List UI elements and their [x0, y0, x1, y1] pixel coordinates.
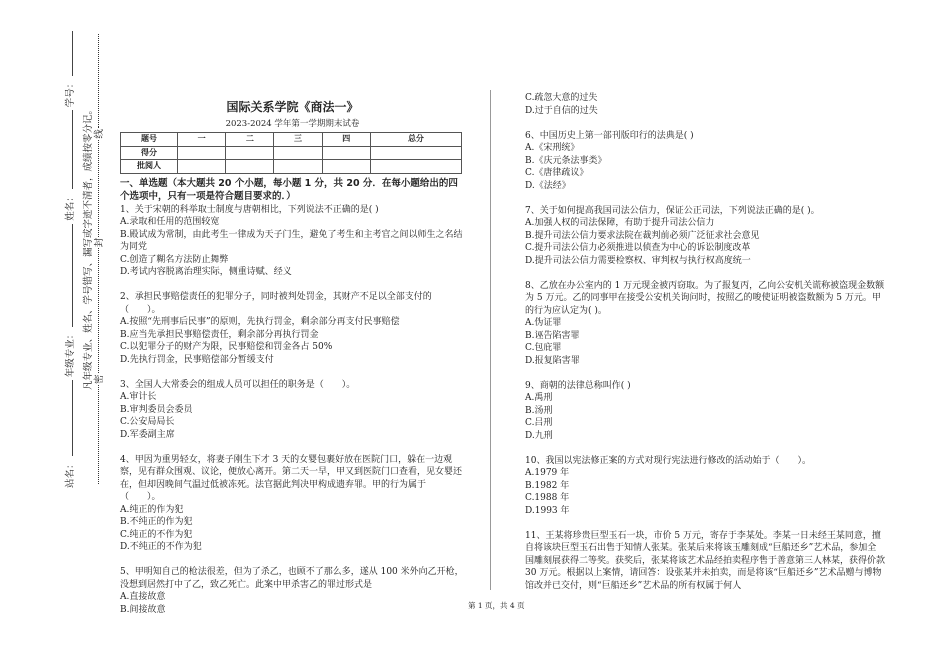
student-id-label: 学号： [65, 78, 76, 108]
score-cell[interactable] [322, 146, 370, 160]
seal-char-feng: 封 [94, 237, 105, 248]
grade-major-label: 年级专业： [65, 329, 76, 378]
seal-line [92, 34, 104, 484]
seal-char-xian: 线 [94, 129, 105, 139]
answer-option[interactable]: C.提升司法公信力必须推进以侦查为中心的诉讼制度改革 [525, 243, 751, 253]
answer-option[interactable]: A.加强人权的司法保障，有助于提升司法公信力 [525, 218, 715, 228]
answer-option[interactable]: B.汤刑 [525, 405, 553, 416]
grader-cell[interactable] [178, 160, 226, 174]
section-heading: 一、单选题（本大题共 20 个小题，每小题 1 分，共 20 分．在每小题给出的四个选项中，只有一项是符合题目要求的．） [120, 177, 458, 202]
answer-option[interactable]: D.先执行罚金，民事赔偿部分暂缓支付 [120, 354, 274, 365]
grade-major-field[interactable] [72, 224, 73, 327]
question [525, 205, 885, 268]
question-list [120, 204, 465, 617]
row-label: 批阅人 [121, 160, 178, 174]
score-cell[interactable] [226, 146, 274, 160]
left-column [120, 98, 465, 629]
answer-option[interactable]: D.过于自信的过失 [525, 105, 598, 116]
question-stem: 1、关于宋朝的科举取士制度与唐朝相比，下列说法不正确的是( ) [120, 204, 379, 215]
header-cell: 四 [322, 133, 370, 147]
row-label: 得分 [121, 146, 178, 160]
header-cell: 总分 [370, 133, 461, 147]
answer-option[interactable]: A.1979 年 [525, 468, 570, 478]
station-label: 站名： [65, 459, 76, 488]
answer-option[interactable]: B.应当先承担民事赔偿责任，剩余部分再执行罚金 [120, 329, 319, 340]
score-cell[interactable] [370, 146, 461, 160]
question [120, 566, 465, 616]
question-stem: 2、承担民事赔偿责任的犯罪分子，同时被判处罚金，其财产不足以全部支付的（ ）。 [120, 292, 432, 315]
answer-option[interactable]: D.提升司法公信力需要检察权、审判权与执行权高度统一 [525, 255, 751, 266]
answer-option[interactable]: D.九刑 [525, 430, 553, 441]
answer-option[interactable]: C.《唐律疏议》 [525, 168, 589, 178]
answer-option[interactable]: C.创造了糊名方法防止舞弊 [120, 254, 229, 265]
question [525, 530, 885, 593]
score-table [120, 132, 462, 174]
question [525, 280, 885, 368]
seal-char-mi: 密 [94, 374, 105, 384]
answer-option[interactable]: D.军委副主席 [120, 429, 175, 440]
question-list [525, 130, 885, 593]
header-cell: 题号 [121, 133, 178, 147]
binding-fields [62, 28, 76, 488]
answer-option[interactable]: B.提升司法公信力要求法院在裁判前必须广泛征求社会意见 [525, 230, 760, 241]
seal-dots [98, 140, 99, 237]
answer-option[interactable]: C.1988 年 [525, 493, 570, 503]
answer-option[interactable]: B.1982 年 [525, 480, 570, 491]
page-number: 第 1 页，共 4 页 [468, 601, 525, 610]
seal-dots [98, 385, 99, 484]
exam-subtitle: 2023-2024 学年第一学期期末试卷 [225, 119, 360, 129]
answer-option[interactable]: D.考试内容脱离治理实际，侧重诗赋、经义 [120, 267, 292, 277]
answer-option[interactable]: D.1993 年 [525, 505, 570, 516]
question [120, 291, 465, 366]
answer-option[interactable]: A.伪证罪 [525, 318, 562, 328]
answer-option[interactable]: A.按照“先刑事后民事”的原则，先执行罚金，剩余部分再支付民事赔偿 [120, 317, 400, 327]
grader-row [121, 160, 462, 174]
answer-option[interactable]: B.殿试成为常制，由此考生一律成为天子门生，避免了考生和主考官之间以师生之名结为同党 [120, 229, 463, 252]
score-cell[interactable] [274, 146, 322, 160]
answer-option[interactable]: A.《宋刑统》 [525, 143, 580, 153]
answer-option[interactable]: B.审判委员会委员 [120, 404, 193, 415]
question-stem: 3、全国人大常委会的组成人员可以担任的职务是（ ）。 [120, 379, 356, 390]
exam-title: 国际关系学院《商法一》 [226, 100, 359, 114]
header-cell: 一 [178, 133, 226, 147]
answer-option[interactable]: B.《庆元条法事类》 [525, 155, 607, 166]
header-cell: 二 [226, 133, 274, 147]
answer-option[interactable]: A.录取和任用的范围较宽 [120, 217, 220, 227]
question [525, 455, 885, 518]
seal-dots [98, 34, 99, 128]
answer-option[interactable]: C.以犯罪分子的财产为限，民事赔偿和罚金各占 50% [120, 342, 333, 352]
answer-option[interactable]: B.诬告陷害罪 [525, 330, 580, 341]
question [525, 380, 885, 443]
answer-option[interactable]: B.间接故意 [120, 604, 166, 615]
question [120, 204, 465, 279]
question-stem: 4、甲因为重男轻女，将妻子刚生下才 3 天的女婴包裹好放在医院门口，躲在一边观察，见有群众围观、议论，便放心离开。第二天一早，甲又到医院门口查看，见女婴还在，但却因晚间气温过低被冻死。法官据此判决甲构成遗弃罪。甲的行为属于（ ）。 [120, 454, 463, 502]
column-divider [490, 90, 491, 590]
question-stem: 7、关于如何提高我国司法公信力，保证公正司法，下列说法正确的是( )。 [525, 205, 820, 216]
answer-option[interactable]: A.禹刑 [525, 393, 553, 403]
answer-option[interactable]: A.直接故意 [120, 592, 166, 602]
grader-cell[interactable] [226, 160, 274, 174]
answer-option[interactable]: C.疏忽大意的过失 [525, 93, 598, 103]
question-stem: 11、王某将珍贵巨型玉石一块，市价 5 万元，寄存于李某处。李某一日未经王某同意，擅自将该块巨型玉石出售于知情人张某。张某后来将该玉雕刻成“巨船还乡”艺术品，参加全国雕刻展获得二等奖。获奖后，张某将该艺术品经拍卖程序售于善意第三人林某，获得价款 30 万元。根据以上案情，请回答：设张某并未拍卖，而是将该“巨船还乡”艺术品赠与博物馆改并已交付，则“巨船还乡”艺术品的所有权属于何人 [525, 530, 886, 591]
question-stem: 10、我国以宪法修正案的方式对现行宪法进行修改的活动始于（ ）。 [525, 455, 811, 466]
score-row [121, 146, 462, 160]
name-field[interactable] [72, 110, 73, 189]
score-table-header [121, 133, 462, 147]
right-column [525, 92, 885, 605]
answer-option[interactable]: C.公安局局长 [120, 417, 175, 427]
answer-option[interactable]: A.纯正的作为犯 [120, 504, 184, 515]
question [120, 379, 465, 442]
answer-option[interactable]: B.不纯正的作为犯 [120, 517, 193, 527]
binding-notice: 凡年级专业、姓名、学号错写、漏写或字迹不清者，成绩按零分记。 [83, 104, 94, 390]
question [120, 454, 465, 554]
grader-cell[interactable] [370, 160, 461, 174]
answer-option[interactable]: C.纯正的不作为犯 [120, 529, 193, 540]
question-stem: 5、甲明知自己的枪法很差，但为了杀乙，也顾不了那么多，遂从 100 米外向乙开枪，没想到居然打中了乙，致乙死亡。此案中甲杀害乙的罪过形式是 [120, 567, 464, 590]
grader-cell[interactable] [274, 160, 322, 174]
answer-option[interactable]: D.报复陷害罪 [525, 355, 580, 366]
question-stem: 6、中国历史上第一部刊版印行的法典是( ) [525, 130, 694, 141]
station-field[interactable] [72, 380, 73, 456]
name-label: 姓名： [65, 192, 76, 221]
header-cell: 三 [274, 133, 322, 147]
seal-dots [98, 248, 99, 373]
question-5-continued [525, 92, 885, 117]
grader-cell[interactable] [322, 160, 370, 174]
answer-option[interactable]: D.不纯正的不作为犯 [120, 542, 202, 552]
answer-option[interactable]: C.吕刑 [525, 418, 553, 428]
question-stem: 8、乙放在办公室内的 1 万元现金被丙窃取。为了报复丙，乙向公安机关谎称被盗现金数额为 5 万元。乙的同事甲在接受公安机关询问时，按照乙的唆使证明被盗数额为 5 万元。甲的行为应认定为( )。 [525, 280, 885, 316]
question-stem: 9、商朝的法律总称叫作( ) [525, 380, 631, 391]
score-cell[interactable] [178, 146, 226, 160]
question [525, 130, 885, 193]
answer-option[interactable]: A.审计长 [120, 392, 157, 402]
answer-option[interactable]: C.包庇罪 [525, 343, 562, 353]
answer-option[interactable]: D.《法经》 [525, 180, 571, 191]
student-id-field[interactable] [72, 31, 73, 76]
